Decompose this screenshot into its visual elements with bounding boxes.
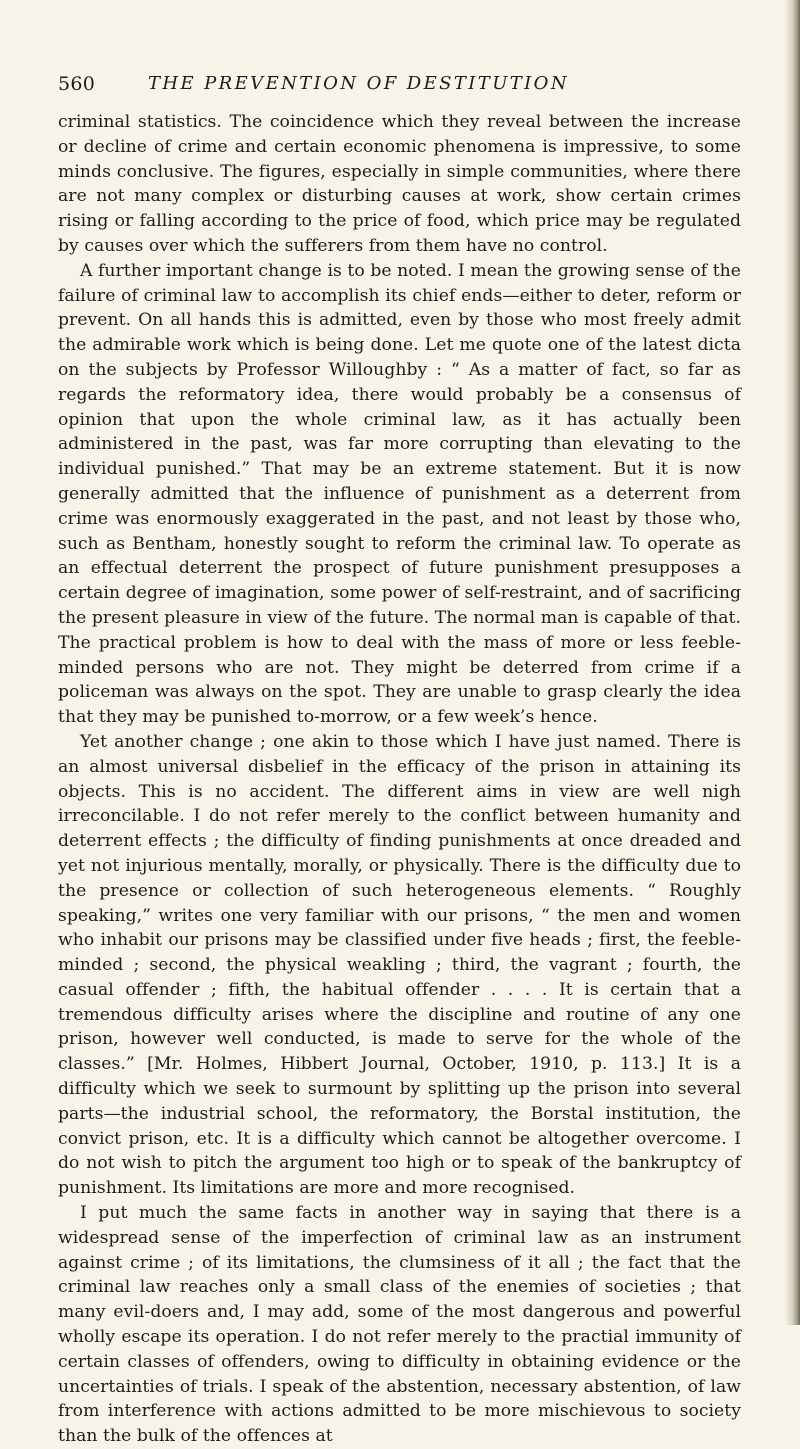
body-text	[58, 110, 741, 1449]
paragraph-2: A further important change is to be noted. I mean the growing sense of the failure of criminal law to accomplish its chief ends—either to deter, reform or prevent. On all hands this is admitted, even by those who most freely admit the admirable work which is being done. Let me quote one of the latest dicta on the subjects by Professor Willoughby : “ As a matter of fact, so far as regards the reformatory idea, there would probably be a consensus of opinion that upon the whole criminal law, as it has actually been administered in the past, was far more corrupting than elevating to the individual punished.” That may be an extreme statement. But it is now generally admitted that the influence of punishment as a deterrent from crime was enormously exaggerated in the past, and not least by those who, such as Bentham, honestly sought to reform the criminal law. To operate as an effectual deterrent the prospect of future punishment presupposes a certain degree of imagination, some power of self-restraint, and of sacrificing the present pleasure in view of the future. The normal man is capable of that. The practical problem is how to deal with the mass of more or less feeble-minded persons who are not. They might be deterred from crime if a policeman was always on the spot. They are unable to grasp clearly the idea that they may be punished to-morrow, or a few week’s hence.	[58, 260, 741, 728]
running-head	[58, 0, 741, 110]
paragraph-1: criminal statistics. The coincidence which they reveal between the increase or decline of crime and certain economic phenomena is impressive, to some minds conclusive. The figures, especially in simple communities, where there are not many complex or disturbing causes at work, show certain crimes rising or falling according to the price of food, which price may be regulated by causes over which the sufferers from them have no control.	[58, 112, 741, 256]
page-edge-shadow	[786, 0, 800, 1325]
running-title: THE PREVENTION OF DESTITUTION	[148, 73, 569, 94]
book-page	[58, 0, 741, 1449]
page-number: 560	[58, 73, 96, 95]
paragraph-4: I put much the same facts in another way in saying that there is a widespread sense of the imperfection of criminal law as an instrument against crime ; of its limitations, the clumsiness of it all ; the fact that the criminal law reaches only a small class of the enemies of societies ; that many evil-doers and, I may add, some of the most dangerous and powerful wholly escape its operation. I do not refer merely to the practial immunity of certain classes of offenders, owing to difficulty in obtaining evidence or the uncertainties of trials. I speak of the abstention, necessary abstention, of law from interference with actions admitted to be more mischievous to society than the bulk of the offences at	[58, 1203, 741, 1447]
paragraph-3: Yet another change ; one akin to those which I have just named. There is an almost universal disbelief in the efficacy of the prison in attaining its objects. This is no accident. The different aims in view are well nigh irreconcilable. I do not refer merely to the conflict between humanity and deterrent effects ; the difficulty of finding punishments at once dreaded and yet not injurious mentally, morally, or physically. There is the difficulty due to the presence or collection of such heterogeneous elements. “ Roughly speaking,” writes one very familiar with our prisons, “ the men and women who inhabit our prisons may be classified under five heads ; first, the feeble-minded ; second, the physical weakling ; third, the vagrant ; fourth, the casual offender ; fifth, the habitual offender . . . . It is certain that a tremendous difficulty arises where the discipline and routine of any one prison, however well conducted, is made to serve for the whole of the classes.” [Mr. Holmes, Hibbert Journal, October, 1910, p. 113.] It is a difficulty which we seek to surmount by splitting up the prison into several parts—the industrial school, the reformatory, the Borstal institution, the convict prison, etc. It is a difficulty which cannot be altogether overcome. I do not wish to pitch the argument too high or to speak of the bankruptcy of punishment. Its limitations are more and more recognised.	[58, 731, 741, 1199]
